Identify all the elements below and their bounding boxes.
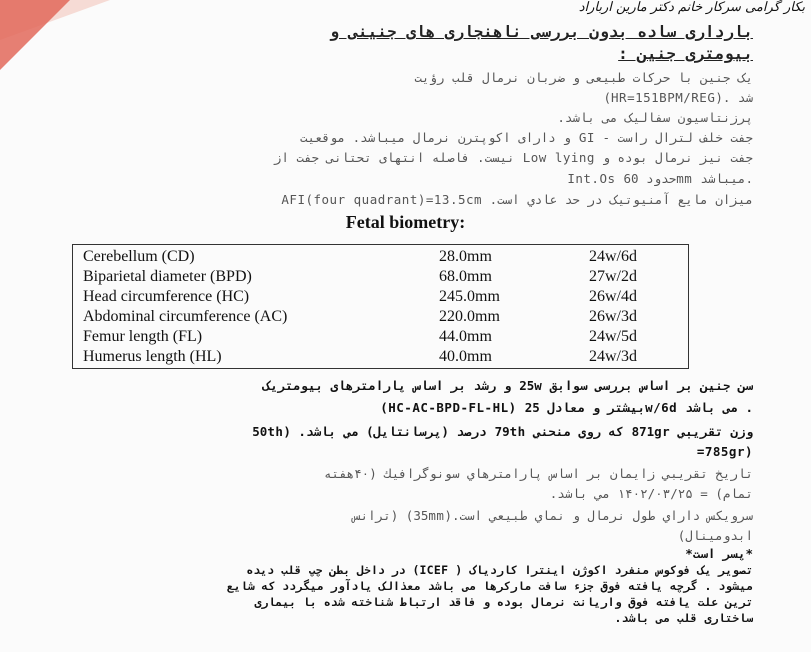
table-row <box>83 348 678 369</box>
measure-name: Head circumference (HC) <box>83 288 250 305</box>
cervix-line-1: سرویکس داراي طول نرمال و نماي طبیعي است.(35mm) (ترانس <box>353 508 753 523</box>
measure-age: 26w/3d <box>589 308 637 325</box>
weight-line-2: =785gr) <box>696 444 753 459</box>
note-line-1: تصویر یک فوکوس منفرد اکوژن اینترا کاردیاک ( ICEF) در داخل بطن چپ قلب دیده <box>246 563 753 577</box>
measure-value: 68.0mm <box>439 268 492 285</box>
edd-line-1: تاریخ تقریبي زایمان بر اساس پارامترهاي سونوگرافیك (۴۰هفته <box>324 466 753 481</box>
finding-line-2: شد .(HR=151BPM/REG) <box>603 90 753 105</box>
measure-value: 220.0mm <box>439 308 500 325</box>
measure-age: 27w/2d <box>589 268 637 285</box>
measure-name: Humerus length (HL) <box>83 348 222 365</box>
table-row <box>83 308 678 329</box>
note-line-2: میشود . گرچه یافته فوق جزء سافت مارکرها می باشد معذالک یادآور میگردد که شایع <box>226 579 753 593</box>
measure-name: Abdominal circumference (AC) <box>83 308 288 325</box>
measure-name: Femur length (FL) <box>83 328 203 345</box>
page-corner-fold <box>0 0 70 70</box>
finding-line-4: جفت خلف لترال راست - GI و دارای اکوپترن نرمال میباشد. موقعیت <box>299 130 753 145</box>
report-title-line1: بارداری ساده بدون بررسی ناهنجاری های جنینی و <box>329 22 753 41</box>
measure-value: 40.0mm <box>439 348 492 365</box>
table-row <box>83 248 678 269</box>
measure-value: 28.0mm <box>439 248 492 265</box>
table-row <box>83 328 678 349</box>
finding-line-1: یک جنین با حرکات طبیعی و ضربان نرمال قلب رؤیت <box>414 70 753 85</box>
measure-age: 26w/4d <box>589 288 637 305</box>
sex-line: *پسر است* <box>685 546 753 561</box>
finding-line-5: جفت نیز نرمال بوده و Low lying نیست. فاصله انتهای تحتانی جفت از <box>273 150 753 165</box>
measure-value: 44.0mm <box>439 328 492 345</box>
note-line-4: ساختاری قلب می باشد. <box>614 611 753 625</box>
finding-line-6: Int.Os حدود 60mm میباشد. <box>567 171 753 186</box>
finding-line-3: پرزنتاسیون سفالیک می باشد. <box>557 110 753 125</box>
gestational-age-line-1: سن جنین بر اساس بررسی سوابق 25w و رشد بر اساس پارامترهای بیومتریک <box>262 378 753 393</box>
report-title-line2: بیومتری جنین : <box>618 44 753 63</box>
table-row <box>83 288 678 309</box>
measure-name: Biparietal diameter (BPD) <box>83 268 252 285</box>
gestational-age-line-2: (HC-AC-BPD-FL-HL) بیشتر و معادل 25w/6d می باشد . <box>380 400 753 415</box>
measure-age: 24w/5d <box>589 328 637 345</box>
fetal-biometry-title: Fetal biometry: <box>345 212 466 232</box>
measure-value: 245.0mm <box>439 288 500 305</box>
table-row <box>83 268 678 289</box>
cervix-line-2: ابدومینال) <box>677 528 753 543</box>
biometry-table <box>72 244 689 369</box>
header-note: بکار گرامی سرکار خانم دکتر مارین ارباراد <box>578 0 805 15</box>
weight-line-1: وزن تقریبي 871gr كه روي منحني 79th درصد (پرسانتایل) مي باشد. (50th <box>252 424 753 439</box>
measure-age: 24w/3d <box>589 348 637 365</box>
finding-line-7: میزان مایع آمنیوتیک در حد عادي است. AFI(four quadrant)=13.5cm <box>281 192 753 207</box>
measure-age: 24w/6d <box>589 248 637 265</box>
note-line-3: ترین علت یافته فوق واریانت نرمال بوده و فاقد ارتباط شناخته شده با بیماری <box>254 595 753 609</box>
measure-name: Cerebellum (CD) <box>83 248 195 265</box>
edd-line-2: تمام) = ۱۴۰۲/۰۳/۲۵ مي باشد. <box>549 486 753 501</box>
